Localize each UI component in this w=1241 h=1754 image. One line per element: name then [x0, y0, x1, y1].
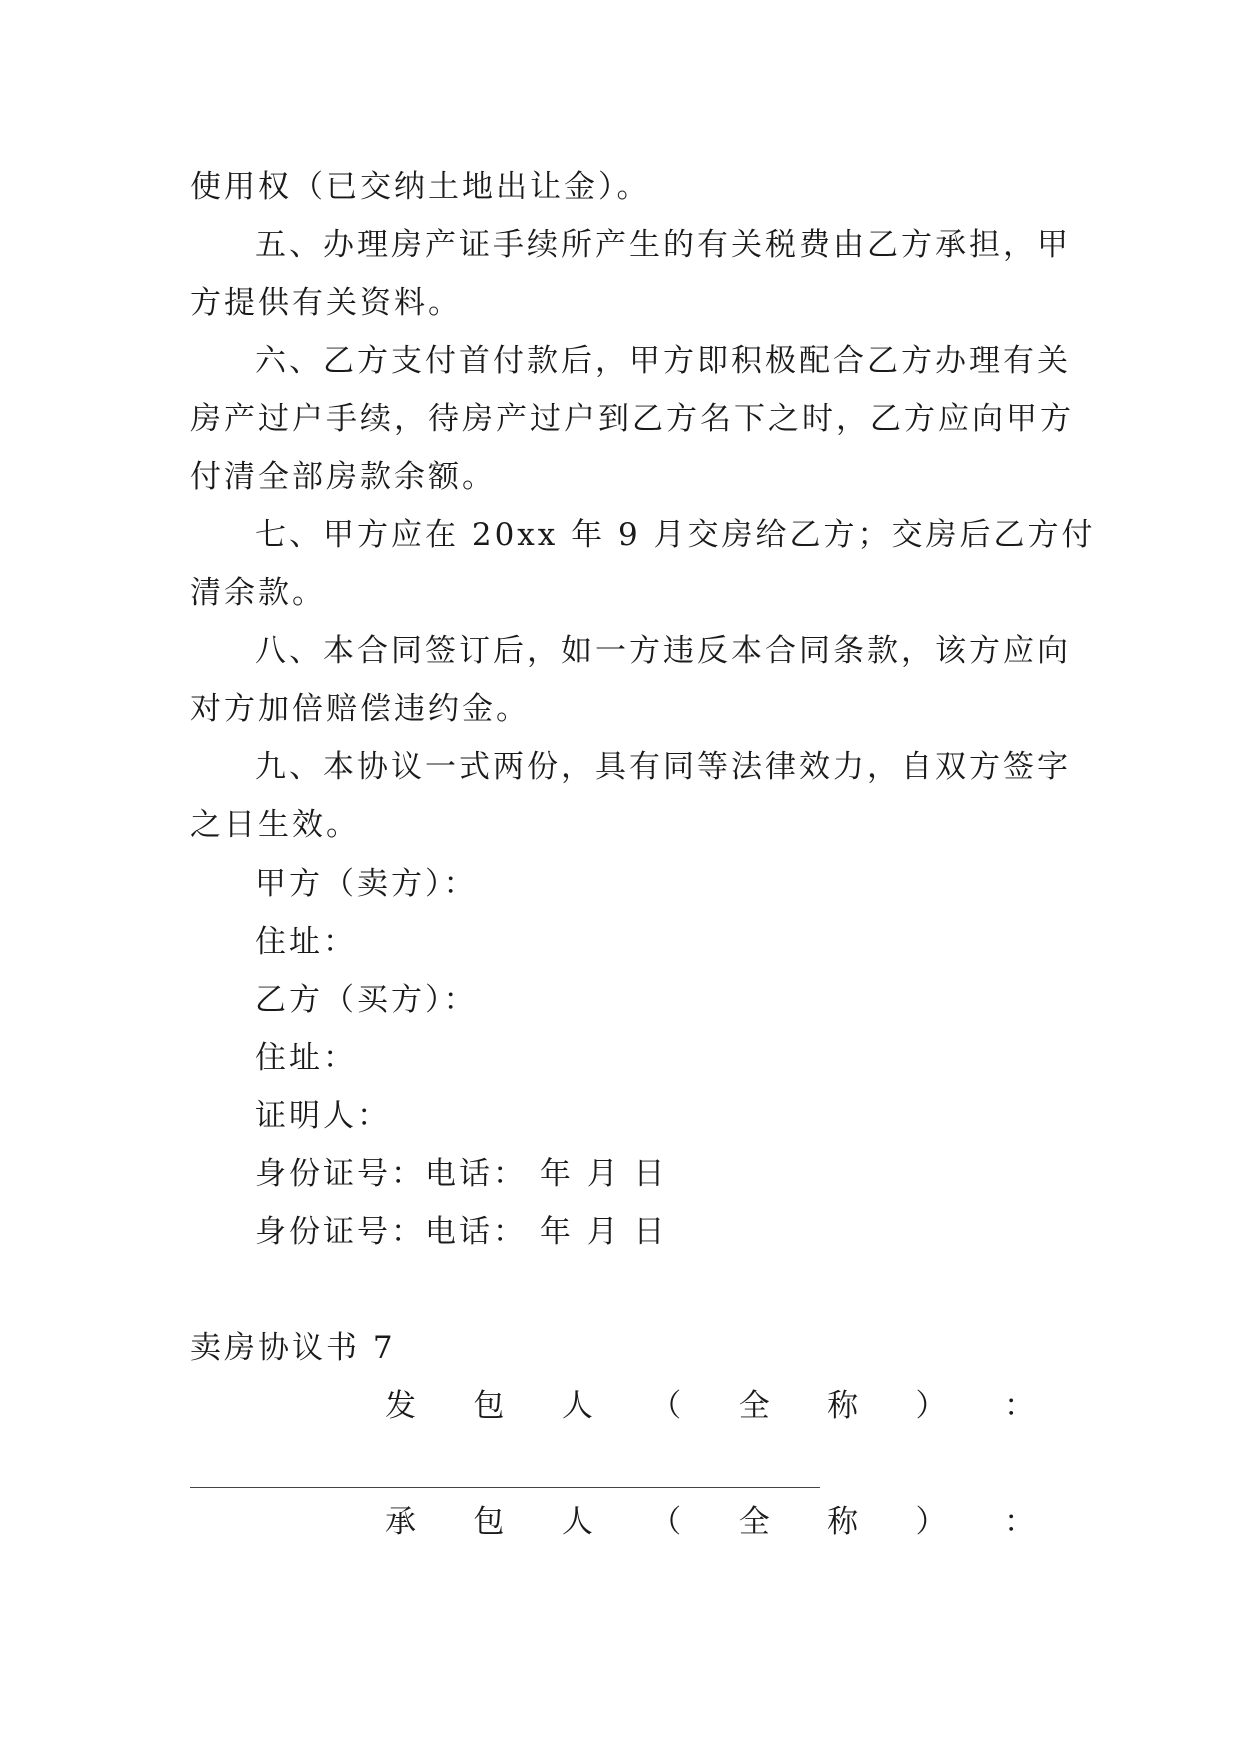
- paragraph-line: 七、甲方应在 20xx 年 9 月交房给乙方；交房后乙方付: [255, 517, 1096, 553]
- paragraph-line: 付清全部房款余额。: [190, 459, 496, 495]
- paragraph-line: 之日生效。: [190, 807, 360, 843]
- contractor-char: 人: [561, 1504, 593, 1540]
- employer-char: 发: [385, 1388, 416, 1424]
- employer-char: （: [650, 1388, 682, 1424]
- employer-char: 人: [561, 1388, 593, 1424]
- seller-label: 甲方（卖方）：: [255, 866, 478, 902]
- seller-address-label: 住址：: [255, 924, 357, 960]
- buyer-label: 乙方（买方）：: [255, 982, 478, 1018]
- employer-char: ：: [1003, 1388, 1035, 1424]
- employer-char: 全: [738, 1388, 770, 1424]
- blank-underline: [190, 1487, 820, 1488]
- paragraph-line: 对方加倍赔偿违约金。: [190, 691, 530, 727]
- paragraph-line: 五、办理房产证手续所产生的有关税费由乙方承担，甲: [255, 227, 1071, 263]
- contractor-line: [385, 1502, 1035, 1542]
- employer-line: [385, 1386, 1035, 1426]
- contractor-char: 全: [738, 1504, 770, 1540]
- paragraph-line: 房产过户手续，待房产过户到乙方名下之时，乙方应向甲方: [190, 401, 1074, 437]
- paragraph-line: 六、乙方支付首付款后，甲方即积极配合乙方办理有关: [255, 343, 1071, 379]
- paragraph-line: 使用权（已交纳土地出让金）。: [190, 169, 651, 205]
- id-phone-date-line: 身份证号：电话： 年 月 日: [255, 1214, 668, 1250]
- paragraph-line: 九、本协议一式两份，具有同等法律效力，自双方签字: [255, 749, 1071, 785]
- employer-char: 称: [827, 1388, 859, 1424]
- contractor-char: 包: [473, 1504, 505, 1540]
- id-phone-date-line: 身份证号：电话： 年 月 日: [255, 1156, 668, 1192]
- contractor-char: 承: [385, 1504, 416, 1540]
- paragraph-line: 八、本合同签订后，如一方违反本合同条款，该方应向: [255, 633, 1071, 669]
- employer-char: ）: [915, 1388, 947, 1424]
- witness-label: 证明人：: [255, 1098, 391, 1134]
- contractor-char: 称: [827, 1504, 859, 1540]
- contractor-char: ：: [1003, 1504, 1035, 1540]
- section-title: 卖房协议书 7: [190, 1330, 396, 1366]
- buyer-address-label: 住址：: [255, 1040, 357, 1076]
- contractor-char: ）: [915, 1504, 947, 1540]
- employer-char: 包: [473, 1388, 505, 1424]
- paragraph-line: 清余款。: [190, 575, 326, 611]
- paragraph-line: 方提供有关资料。: [190, 285, 462, 321]
- contractor-char: （: [650, 1504, 682, 1540]
